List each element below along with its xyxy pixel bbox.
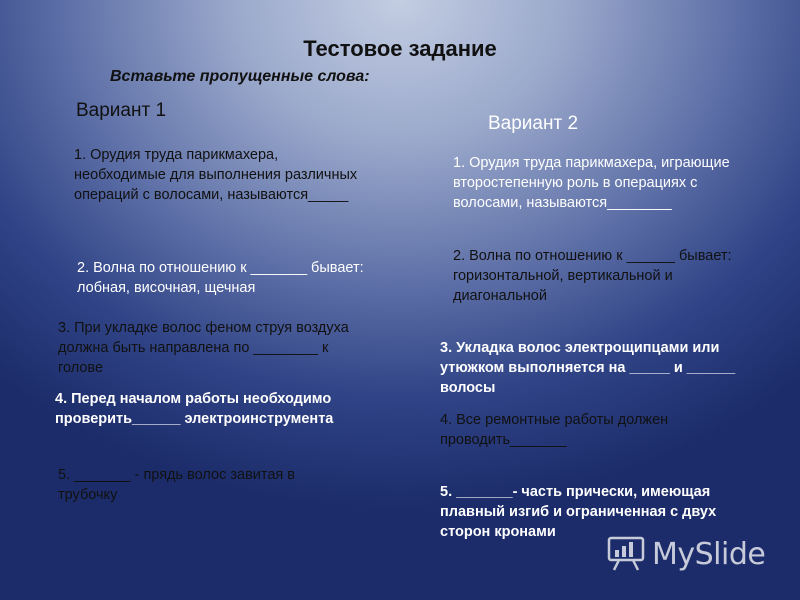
slide-title: Тестовое задание (303, 36, 497, 61)
watermark-text: MySlide (652, 536, 766, 572)
slide-subtitle: Вставьте пропущенные слова: (110, 68, 370, 85)
variant1-question-3: 3. При укладке волос феном струя воздуха должна быть направлена по ________ к голове (58, 320, 349, 376)
variant2-heading: Вариант 2 (488, 113, 579, 134)
variant2-question-2: 2. Волна по отношению к ______ бывает: горизонтальной, вертикальной и диагональной (453, 248, 732, 304)
variant1-heading: Вариант 1 (76, 100, 167, 121)
presentation-board-icon (606, 536, 646, 572)
variant2-question-3: 3. Укладка волос электрощипцами или утюжком выполняется на _____ и ______ волосы (440, 340, 736, 396)
variant2-question-4: 4. Все ремонтные работы должен проводить_______ (440, 412, 669, 448)
variant2-question-5: 5. _______- часть прически, имеющая плавный изгиб и ограниченная с двух сторон кронами (440, 484, 717, 540)
variant1-question-4: 4. Перед началом работы необходимо проверить______ электроинструмента (55, 391, 334, 427)
watermark (606, 536, 765, 572)
variant2-question-1: 1. Орудия труда парикмахера, играющие второстепенную роль в операциях с волосами, называются________ (453, 155, 730, 211)
variant1-question-1: 1. Орудия труда парикмахера, необходимые для выполнения различных операций с волосами, называются_____ (74, 147, 358, 203)
variant1-question-2: 2. Волна по отношению к _______ бывает: лобная, височная, щечная (77, 260, 364, 296)
variant1-question-5: 5. _______ - прядь волос завитая в трубочку (58, 467, 295, 503)
